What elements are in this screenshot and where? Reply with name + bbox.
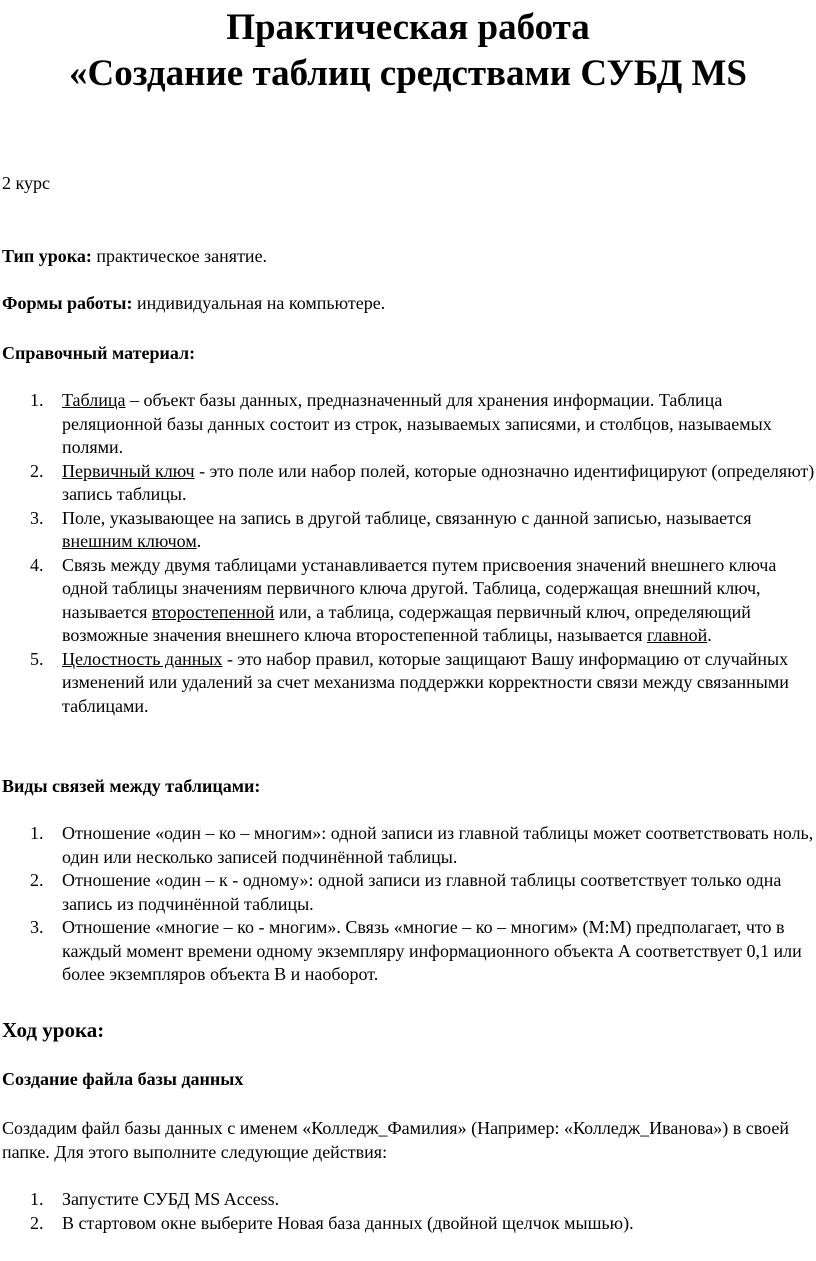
list-item-text: Связь между двумя таблицами устанавливается путем присвоения значений внешнего ключа одной таблицы значениям первичного ключа другой. Таблица, содержащая внешний ключ, называется — [62, 554, 777, 622]
list-item — [0, 1212, 816, 1236]
steps-list — [0, 1188, 816, 1235]
list-number: 4. — [30, 554, 44, 575]
reference-heading: Справочный материал: — [2, 343, 196, 363]
create-db-subheading: Создание файла базы данных — [2, 1069, 244, 1089]
work-forms — [2, 292, 385, 315]
relations-list — [0, 822, 816, 987]
reference-list — [0, 389, 816, 718]
work-forms-value: индивидуальная на компьютере. — [132, 293, 386, 313]
term-table: Таблица — [62, 390, 126, 410]
list-number: 1. — [30, 823, 44, 843]
lesson-type-value: практическое занятие. — [91, 246, 268, 266]
list-number: 3. — [30, 507, 44, 528]
list-item — [0, 869, 816, 916]
create-db-intro: Создадим файл базы данных с именем «Колледж_Фамилия» (Например: «Колледж_Иванова») в своей папке. Для этого выполните следующие действия: — [2, 1118, 789, 1162]
list-number: 1. — [30, 390, 44, 410]
relations-heading: Виды связей между таблицами: — [2, 776, 261, 796]
list-number: 5. — [30, 648, 44, 669]
lesson-type-label: Тип урока: — [2, 246, 92, 266]
list-item-text: Отношение «многие – ко - многим». Связь «многие – ко – многим» (М:М) предполагает, что в каждый момент времени одному экземпляру информационного объекта А соответствует 0,1 или более экземпляров объекта В и наоборот. — [62, 917, 802, 984]
work-forms-label: Формы работы: — [2, 293, 133, 313]
list-number: 2. — [30, 460, 44, 481]
list-item — [0, 460, 816, 507]
course-label: 2 курс — [2, 173, 50, 193]
list-item — [0, 1188, 816, 1212]
term-primary-key: Первичный ключ — [62, 460, 195, 481]
list-item-text: Отношение «один – ко – многим»: одной записи из главной таблицы может соответствовать ноль, один или несколько записей подчинённой таблицы. — [62, 823, 814, 867]
list-item — [0, 554, 816, 648]
list-item-text-middle: или, а таблица, содержащая первичный ключ, определяющий возможные значения внешнего ключа второстепенной таблицы, называется — [62, 601, 751, 645]
list-item — [0, 916, 816, 987]
term-data-integrity: Целостность данных — [62, 648, 223, 669]
list-item-text: - это поле или набор полей, которые однозначно идентифицируют (определяют) запись таблицы. — [62, 460, 815, 504]
list-item-text: В стартовом окне выберите Новая база данных (двойной щелчок мышью). — [62, 1212, 634, 1233]
list-item — [0, 507, 816, 554]
term-secondary: второстепенной — [151, 601, 275, 622]
list-item-text: - это набор правил, которые защищают Вашу информацию от случайных изменений или удалений за счет механизма поддержки корректности связи между связанными таблицами. — [62, 648, 789, 716]
list-item-text: Запустите СУБД MS Access. — [62, 1189, 280, 1209]
lesson-progress-heading: Ход урока: — [2, 1018, 105, 1042]
list-number: 1. — [30, 1189, 44, 1209]
list-item-text: Поле, указывающее на запись в другой таблице, связанную с данной записью, называется — [62, 507, 752, 528]
page-title-line-2: «Создание таблиц средствами СУБД MS — [69, 53, 747, 94]
list-item-text-end: . — [707, 625, 712, 645]
list-number: 3. — [30, 917, 44, 937]
list-number: 2. — [30, 1212, 44, 1233]
term-main: главной — [647, 625, 708, 645]
page-title-line-1: Практическая работа — [226, 7, 590, 48]
list-number: 2. — [30, 870, 44, 890]
list-item-text: – объект базы данных, предназначенный для хранения информации. Таблица реляционной базы данных состоит из строк, называемых записями, и столбцов, называемых полями. — [62, 390, 772, 457]
list-item-text: Отношение «один – к - одному»: одной записи из главной таблицы соответствует только одна запись из подчинённой таблицы. — [62, 870, 782, 914]
list-item — [0, 822, 816, 869]
list-item-text-end: . — [196, 531, 202, 551]
list-item — [0, 648, 816, 719]
lesson-type — [2, 245, 267, 268]
term-foreign-key: внешним ключом — [62, 531, 197, 551]
list-item — [0, 389, 816, 460]
